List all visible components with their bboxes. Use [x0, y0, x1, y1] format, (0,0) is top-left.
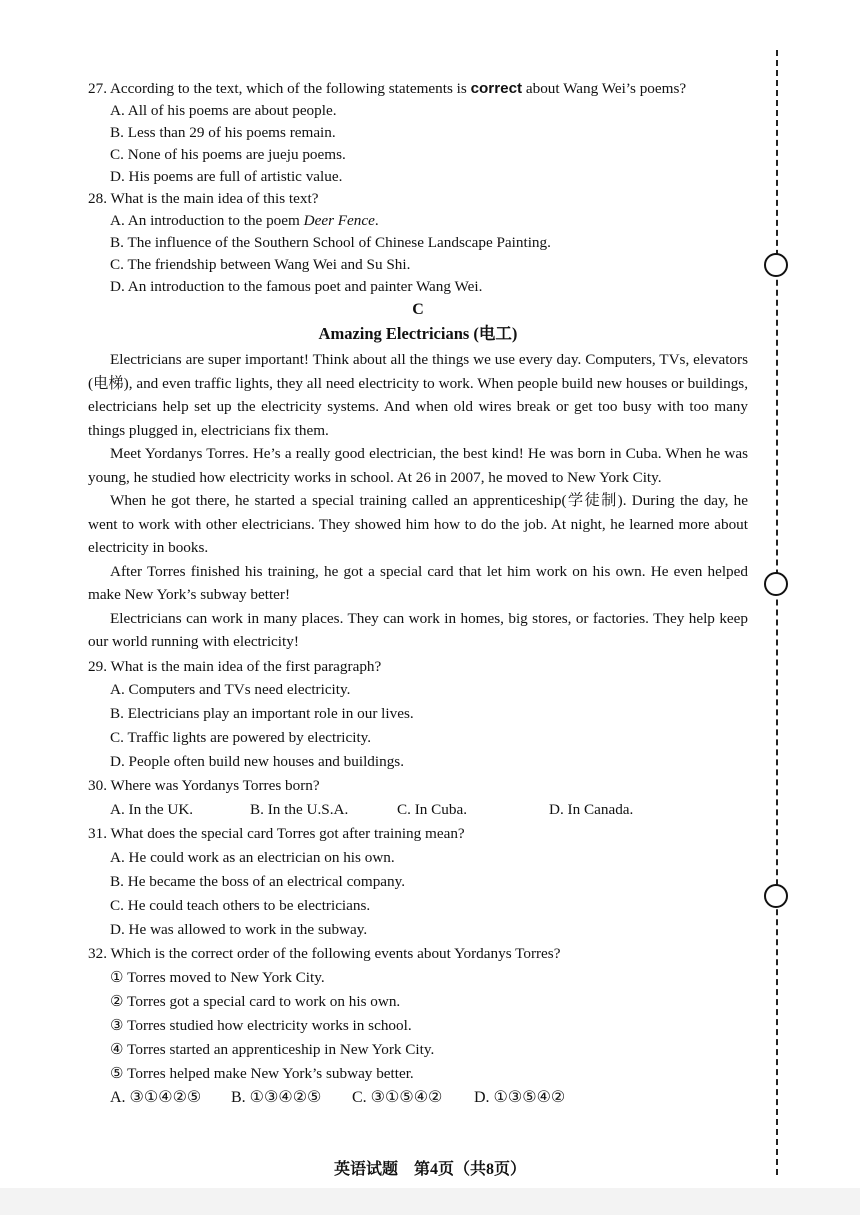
q29-option-d: D. People often build new houses and buildings. [110, 752, 405, 770]
q30-option-d: D. In Canada. [549, 800, 634, 818]
passage-paragraph: Electricians can work in many places. They can work in homes, big stores, or factories. They help keep our world running with electricity! [88, 609, 748, 650]
page-footer: 英语试题 第4页（共8页） [333, 1161, 526, 1178]
q32-event-4: ④ Torres started an apprenticeship in New York City. [110, 1040, 435, 1058]
q28-option-d: D. An introduction to the famous poet and painter Wang Wei. [110, 278, 483, 295]
q30-option-c: C. In Cuba. [397, 800, 468, 818]
passage-title: Amazing Electricians (电工) [318, 324, 518, 343]
q32-option-d: D. ①③⑤④② [474, 1088, 566, 1106]
q32-option-a: A. ③①④②⑤ [110, 1088, 202, 1106]
q32-event-5: ⑤ Torres helped make New York’s subway better. [110, 1064, 414, 1082]
passage-paragraph: Meet Yordanys Torres. He’s a really good electrician, the best kind! He was born in Cuba. When he was young, he studied how electricity works in school. At 26 in 2007, he moved to New York City. [88, 445, 748, 486]
question-31: 31. What does the special card Torres got after training mean? [88, 824, 465, 842]
page-content [88, 78, 748, 1110]
passage-paragraph: Electricians are super important! Think about all the things we use every day. Computers, TVs, elevators (电梯), and even traffic lights, they all need electricity to work. When people build new houses or buildings, electricians help set up the electricity systems. And when old wires break or get too busy with too many things plugged in, electricians fix them. [88, 351, 748, 439]
q28-option-c: C. The friendship between Wang Wei and Su Shi. [110, 256, 411, 273]
binding-hole [764, 572, 788, 596]
question-29: 29. What is the main idea of the first paragraph? [88, 657, 382, 675]
q30-option-a: A. In the UK. [110, 800, 194, 818]
q32-event-3: ③ Torres studied how electricity works in school. [110, 1016, 412, 1034]
q27-option-c: C. None of his poems are jueju poems. [110, 146, 346, 163]
q32-option-b: B. ①③④②⑤ [231, 1088, 322, 1106]
q31-option-d: D. He was allowed to work in the subway. [110, 920, 368, 938]
passage-paragraph: When he got there, he started a special training called an apprenticeship(学徒制). During the day, he went to work with other electricians. They showed him how to do the job. At night, he learned more about electricity in books. [88, 492, 748, 556]
q29-option-a: A. Computers and TVs need electricity. [110, 680, 351, 698]
q28-option-a: A. An introduction to the poem Deer Fence. [110, 212, 379, 229]
question-28: 28. What is the main idea of this text? [88, 190, 319, 207]
q30-options [88, 798, 748, 822]
section-letter: C [412, 301, 424, 318]
q32-option-c: C. ③①⑤④② [352, 1088, 443, 1106]
q32-event-1: ① Torres moved to New York City. [110, 968, 325, 986]
q27-option-a: A. All of his poems are about people. [110, 102, 337, 119]
question-27: 27. According to the text, which of the following statements is correct about Wang Wei’s poems? [88, 80, 687, 97]
scan-edge [0, 1188, 860, 1215]
q31-option-a: A. He could work as an electrician on his own. [110, 848, 395, 866]
q28-option-b: B. The influence of the Southern School of Chinese Landscape Painting. [110, 234, 551, 251]
passage-paragraph: After Torres finished his training, he got a special card that let him work on his own. He even helped make New York’s subway better! [88, 562, 748, 603]
emphasis-correct: correct [470, 80, 523, 97]
q27-option-d: D. His poems are full of artistic value. [110, 168, 343, 185]
q32-event-2: ② Torres got a special card to work on his own. [110, 992, 401, 1010]
q31-option-c: C. He could teach others to be electricians. [110, 896, 371, 914]
binding-hole [764, 884, 788, 908]
q29-option-b: B. Electricians play an important role in our lives. [110, 704, 414, 722]
question-30: 30. Where was Yordanys Torres born? [88, 776, 320, 794]
binding-line [776, 50, 780, 1175]
q29-option-c: C. Traffic lights are powered by electricity. [110, 728, 372, 746]
q27-option-b: B. Less than 29 of his poems remain. [110, 124, 336, 141]
q32-options [88, 1086, 748, 1110]
q30-option-b: B. In the U.S.A. [250, 800, 349, 818]
question-32: 32. Which is the correct order of the following events about Yordanys Torres? [88, 944, 561, 962]
binding-hole [764, 253, 788, 277]
q31-option-b: B. He became the boss of an electrical company. [110, 872, 406, 890]
